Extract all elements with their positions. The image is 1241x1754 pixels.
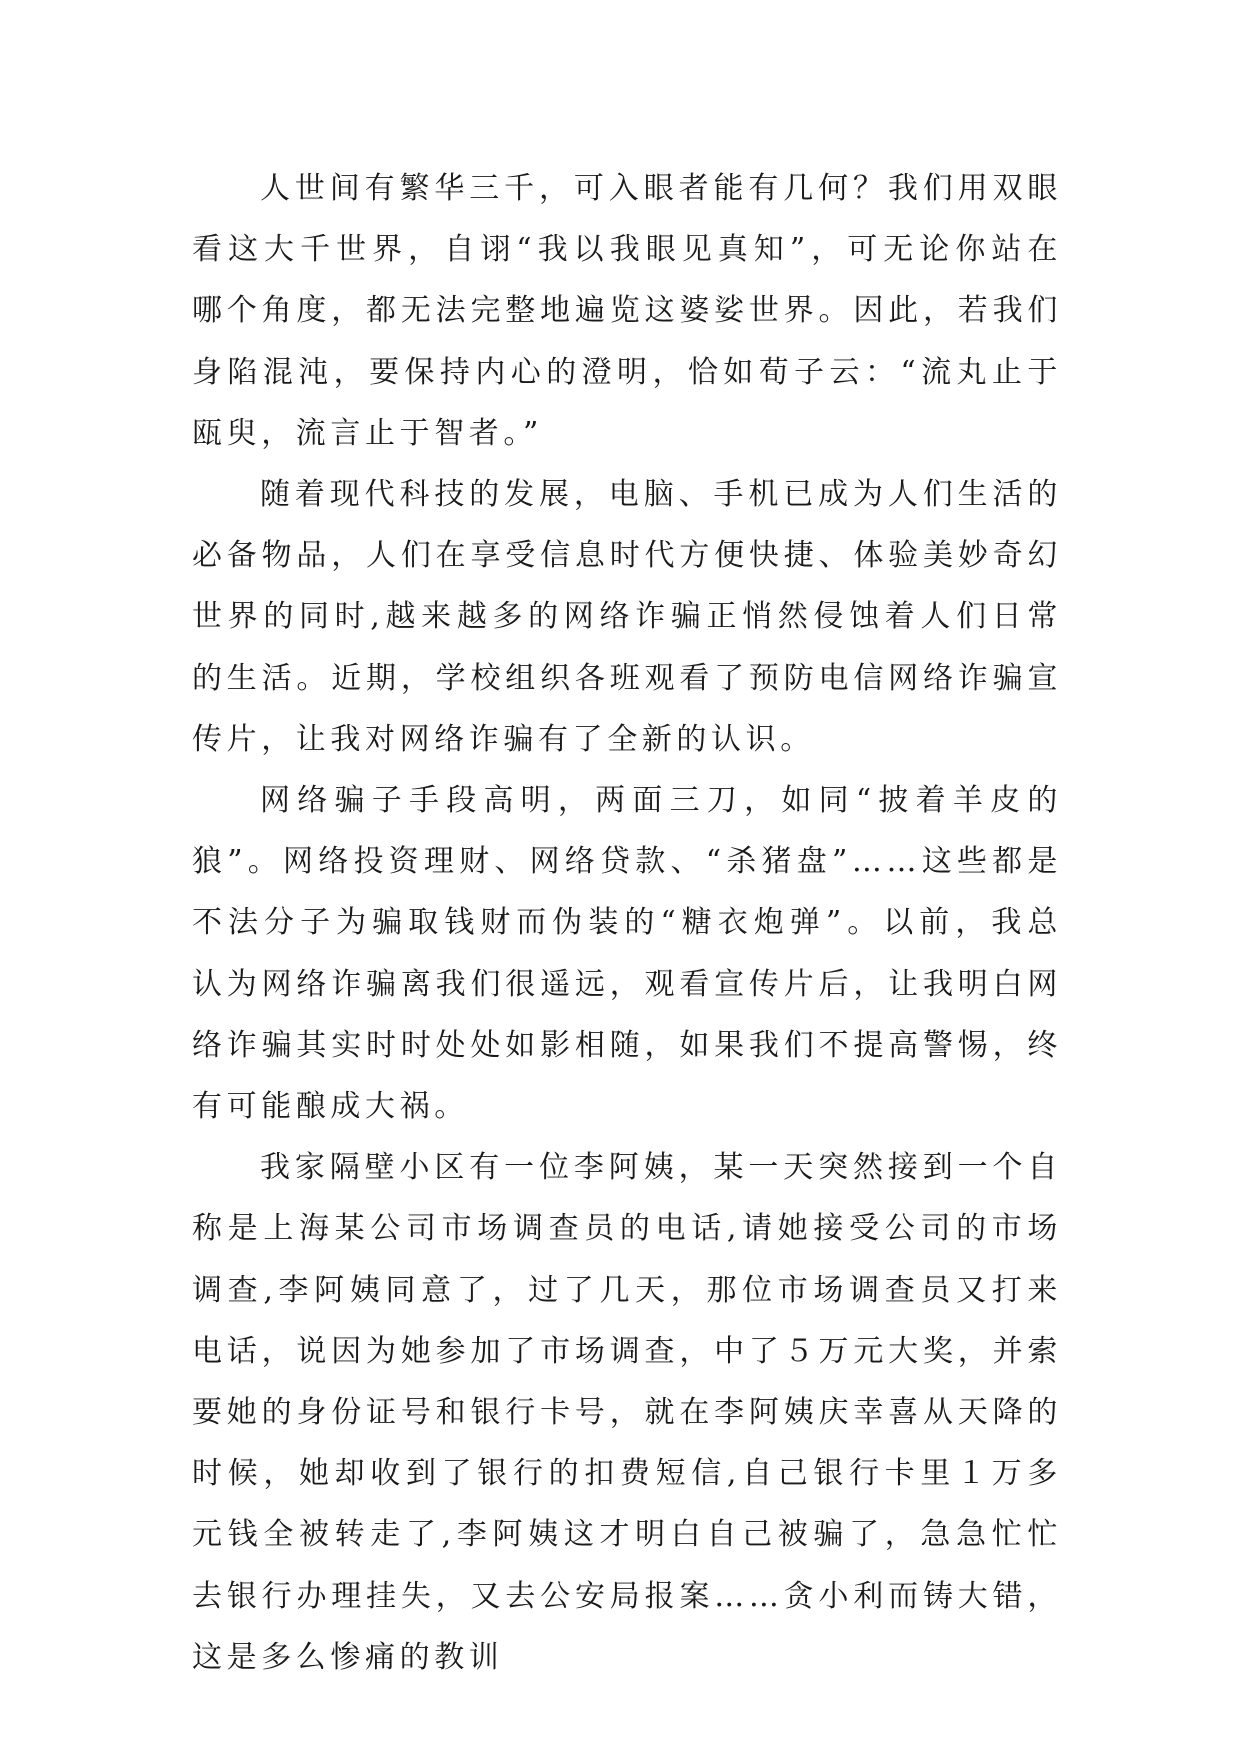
- paragraph-technology: 随着现代科技的发展，电脑、手机已成为人们生活的必备物品，人们在享受信息时代方便快捷、体验美妙奇幻世界的同时,越来越多的网络诈骗正悄然侵蚀着人们日常的生活。近期，学校组织各班观看了预防电信网络诈骗宣传片，让我对网络诈骗有了全新的认识。: [192, 477, 1062, 757]
- paragraph-scammers: 网络骗子手段高明，两面三刀，如同“披着羊皮的狼”。网络投资理财、网络贷款、“杀猪盘”……这些都是不法分子为骗取钱财而伪装的“糖衣炮弹”。以前，我总认为网络诈骗离我们很遥远，观看宣传片后，让我明白网络诈骗其实时时处处如影相随，如果我们不提高警惕，终有可能酿成大祸。: [192, 783, 1062, 1125]
- paragraph-story: 我家隔壁小区有一位李阿姨，某一天突然接到一个自称是上海某公司市场调查员的电话,请她接受公司的市场调查,李阿姨同意了，过了几天，那位市场调查员又打来电话，说因为她参加了市场调查，中了５万元大奖，并索要她的身份证号和银行卡号，就在李阿姨庆幸喜从天降的时候，她却收到了银行的扣费短信,自己银行卡里１万多元钱全被转走了,李阿姨这才明白自己被骗了，急急忙忙去银行办理挂失，又去公安局报案……贪小利而铸大错，这是多么惨痛的教训: [192, 1150, 1062, 1675]
- paragraph-intro: 人世间有繁华三千，可入眼者能有几何？我们用双眼看这大千世界，自诩“我以我眼见真知”，可无论你站在哪个角度，都无法完整地遍览这婆娑世界。因此，若我们身陷混沌，要保持内心的澄明，恰如荀子云：“流丸止于瓯臾，流言止于智者。”: [192, 171, 1062, 451]
- document-body: [192, 158, 1062, 1688]
